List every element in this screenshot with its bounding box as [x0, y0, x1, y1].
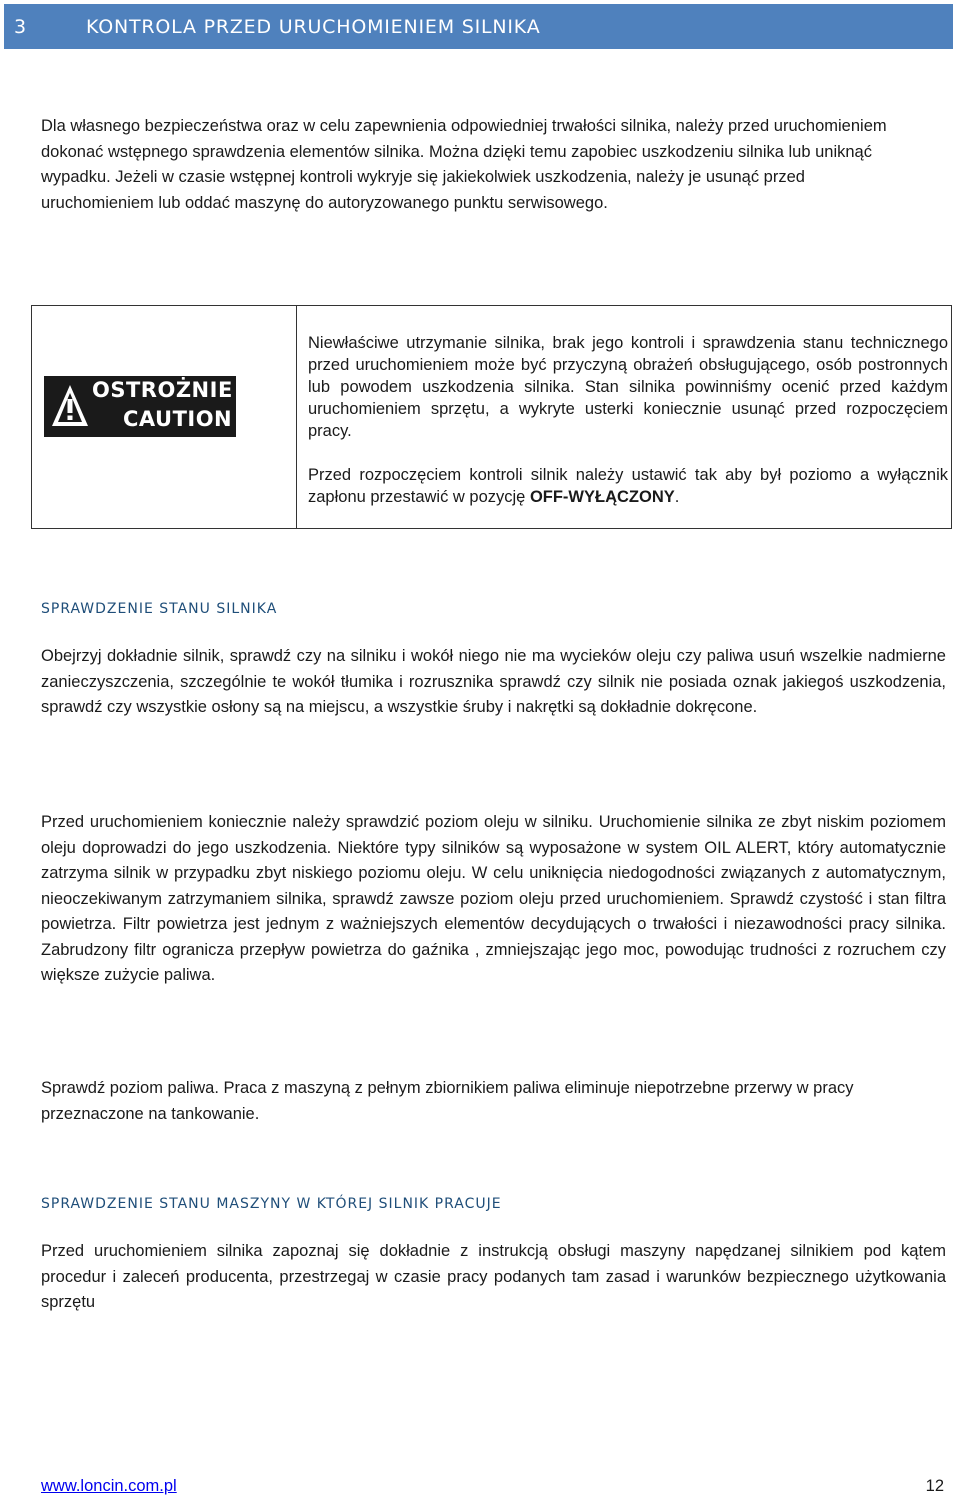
website-link[interactable]: www.loncin.com.pl [41, 1477, 177, 1495]
badge-label-ostroznie: OSTROŻNIE [92, 378, 233, 402]
page-number: 12 [925, 1477, 944, 1495]
fuel-check-paragraph: Sprawdź poziom paliwa. Praca z maszyną z pełnym zbiornikiem paliwa eliminuje niepotrzebne przerwy w pracy przeznaczone na tankowanie. [41, 1079, 854, 1123]
caution-box [31, 305, 952, 529]
oil-check-paragraph: Przed uruchomieniem koniecznie należy sprawdzić poziom oleju w silniku. Uruchomienie silnika ze zbyt niskim poziomem oleju doprowadzi do jego uszkodzenia. Niektóre typy silników są wyposażone w system OIL ALERT, który automatycznie zatrzyma silnik w przypadku zbyt niskiego poziomu oleju. W celu uniknięcia niedogodności związanych z automatycznym, nieoczekiwanym zatrzymaniem silnika, sprawdź zawsze poziom oleju przed uruchomieniem. Sprawdź czystość i stan filtra powietrza. Filtr powietrza jest jednym z ważniejszych elementów decydujących o trwałości i niezawodności pracy silnika. Zabrudzony filtr ogranicza przepływ powietrza do gaźnika , zmniejszając jego moc, powodując trudności z rozruchem czy większe zużycie paliwa. [41, 813, 946, 984]
caution-paragraph-1: Niewłaściwe utrzymanie silnika, brak jego kontroli i sprawdzenia stanu technicznego przed uruchomieniem może być przyczyną obrażeń obsługującego, osób postronnych lub powodem uszkodzenia silnika. Stan silnika powinniśmy ocenić przed każdym uruchomieniem sprzętu, a wykryte usterki koniecznie usunąć przed rozpoczęciem pracy. [308, 334, 948, 440]
intro-paragraph: Dla własnego bezpieczeństwa oraz w celu zapewnienia odpowiedniej trwałości silnika, należy przed uruchomieniem dokonać wstępnego sprawdzenia elementów silnika. Można dzięki temu zapobiec uszkodzeniu silnika lub uniknąć wypadku. Jeżeli w czasie wstępnej kontroli wykryje się jakiekolwiek uszkodzenia, należy je usunąć przed uruchomieniem lub oddać maszynę do autoryzowanego punktu serwisowego. [41, 117, 887, 212]
caution-paragraph-2-end: . [674, 488, 680, 506]
section-header [4, 4, 953, 49]
off-position-label: OFF-WYŁĄCZONY [529, 488, 675, 506]
engine-check-paragraph: Obejrzyj dokładnie silnik, sprawdź czy na silniku i wokół niego nie ma wycieków oleju czy paliwa usuń wszelkie nadmierne zanieczyszczenia, szczególnie te wokół tłumika i rozrusznika sprawdź czy silnik nie posiada oznak jakiegoś uszkodzenia, sprawdź czy wszystkie osłony są na miejscu, a wszystkie śruby i nakrętki są dokładnie dokręcone. [41, 647, 946, 716]
section-heading-machine: SPRAWDZENIE STANU MASZYNY W KTÓREJ SILNIK PRACUJE [41, 1196, 502, 1212]
caution-paragraph-2-text: Przed rozpoczęciem kontroli silnik należy ustawić tak aby był poziomo a wyłącznik zapłonu przestawić w pozycję [308, 466, 948, 506]
section-heading-engine: SPRAWDZENIE STANU SILNIKA [41, 601, 278, 617]
caution-paragraph-2 [308, 464, 948, 508]
section-number: 3 [14, 15, 27, 38]
caution-divider [296, 306, 297, 528]
machine-check-paragraph: Przed uruchomieniem silnika zapoznaj się dokładnie z instrukcją obsługi maszyny napędzanej silnikiem pod kątem procedur i zaleceń producenta, przestrzegaj w czasie pracy podanych tam zasad i warunków bezpiecznego użytkowania sprzętu [41, 1242, 946, 1311]
section-title-main: KONTROLA PRZED URUCHOMIENIEM SILNIKA [86, 15, 541, 38]
caution-badge [44, 376, 236, 437]
warning-triangle-icon [50, 382, 90, 434]
badge-label-caution: CAUTION [123, 407, 233, 431]
